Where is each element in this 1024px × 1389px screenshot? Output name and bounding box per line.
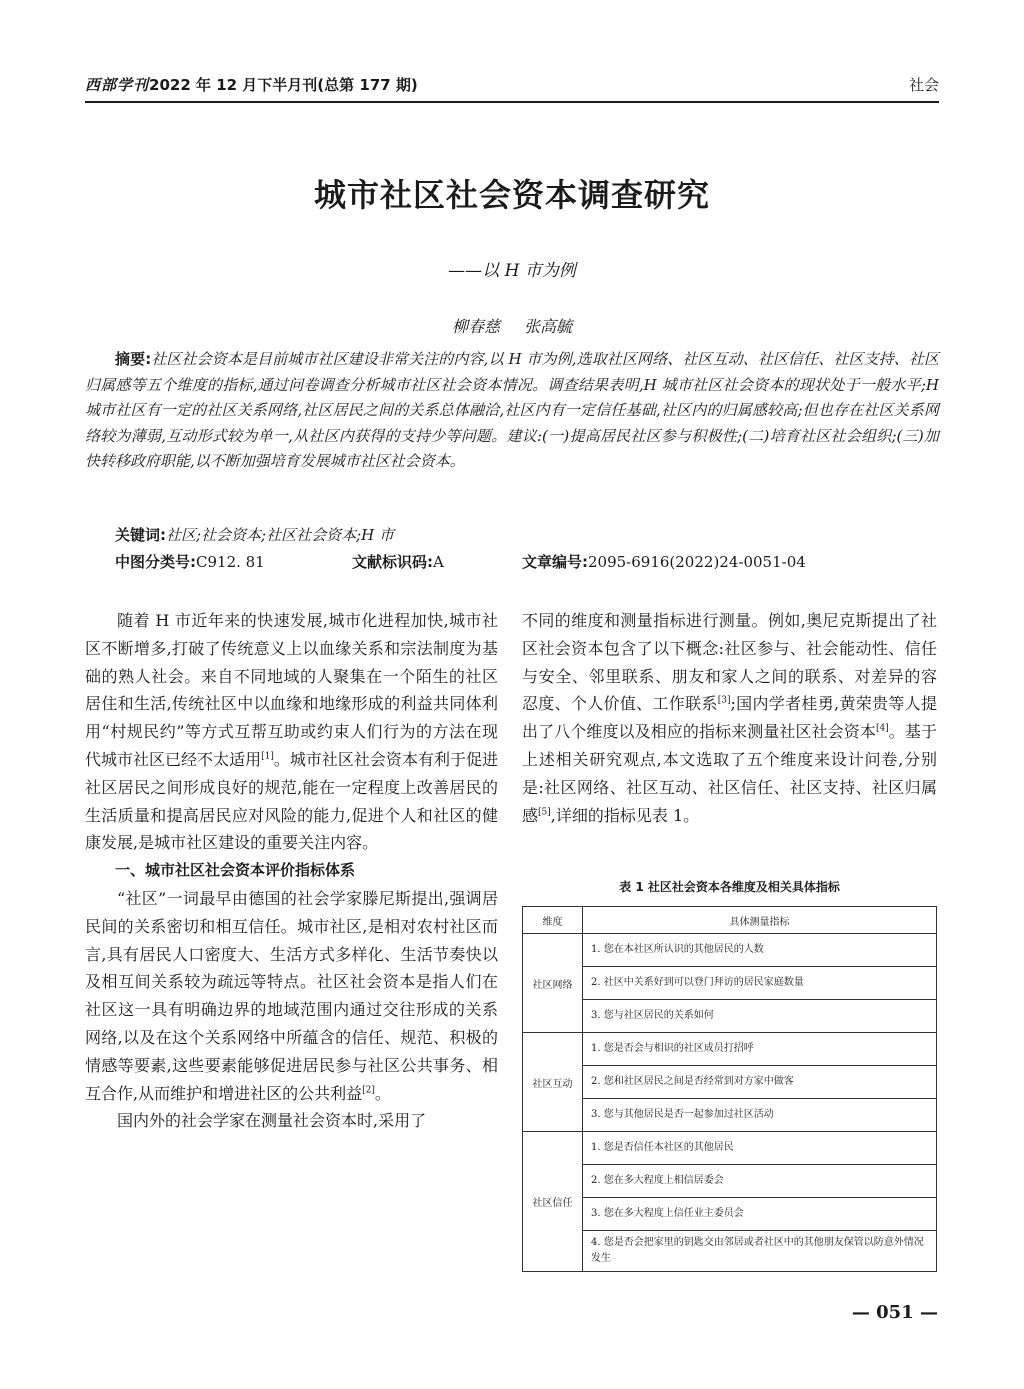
running-header bbox=[85, 70, 939, 104]
classification-line bbox=[115, 551, 939, 577]
section-heading: 一、城市社区社会资本评价指标体系 bbox=[115, 861, 356, 880]
clc-value: C912. 81 bbox=[196, 553, 265, 571]
paragraph: 国内外的社会学家在测量社会资本时,采用了 bbox=[117, 1111, 427, 1131]
table-row bbox=[523, 934, 937, 967]
indicator-table bbox=[522, 906, 937, 1272]
doc-code-label: 文献标识码: bbox=[352, 553, 433, 571]
issue-text: 2022 年 12 月下半月刊(总第 177 期) bbox=[149, 76, 418, 94]
doc-code-value: A bbox=[433, 553, 444, 571]
section-name: 社会 bbox=[908, 76, 939, 94]
table-row bbox=[523, 1033, 937, 1066]
indicator-cell: 3. 您与其他居民是否一起参加过社区活动 bbox=[583, 1099, 937, 1132]
abstract bbox=[85, 347, 939, 475]
right-column bbox=[522, 607, 937, 829]
citation-ref: [3] bbox=[717, 696, 731, 707]
dimension-cell: 社区信任 bbox=[523, 1132, 583, 1272]
indicator-cell: 2. 社区中关系好到可以登门拜访的居民家庭数量 bbox=[583, 967, 937, 1000]
header-rule bbox=[85, 101, 939, 103]
citation-ref: [5] bbox=[538, 807, 551, 818]
journal-issue bbox=[85, 74, 418, 95]
keywords bbox=[115, 523, 939, 548]
indicator-cell: 4. 您是否会把家里的钥匙交由邻居或者社区中的其他朋友保管以防意外情况发生 bbox=[583, 1231, 937, 1272]
indicator-cell: 1. 您是否会与相识的社区成员打招呼 bbox=[583, 1033, 937, 1066]
indicator-cell: 1. 您在本社区所认识的其他居民的人数 bbox=[583, 934, 937, 967]
table-row bbox=[523, 967, 937, 1000]
dimension-cell: 社区互动 bbox=[523, 1033, 583, 1132]
table-row bbox=[523, 1198, 937, 1231]
article-subtitle: ——以 H 市为例 bbox=[448, 261, 576, 281]
table-header: 具体测量指标 bbox=[583, 907, 937, 934]
citation-ref: [2] bbox=[362, 1085, 375, 1096]
table-header: 维度 bbox=[523, 907, 583, 934]
abstract-text: 社区社会资本是目前城市社区建设非常关注的内容,以 H 市为例,选取社区网络、社区互动、社区信任、社区支持、社区归属感等五个维度的指标,通过问卷调查分析城市社区社会资本情况。调查结果表明,H 城市社区社会资本的现状处于一般水平;H 城市社区有一定的社区关系网络,社区居民之间的关系总体融洽,社区内有一定信任基础,社区内的归属感较高;但也存在社区关系网络较为薄弱,互动形式较为单一,从社区内获得的支持少等问题。建议:(一)提高居民社区参与积极性;(二)培育社区社会组织;(三)加快转移政府职能,以不断加强培育发展城市社区社会资本。 bbox=[85, 350, 939, 470]
left-column bbox=[85, 607, 498, 1135]
table-row bbox=[523, 1000, 937, 1033]
citation-ref: [1] bbox=[261, 751, 274, 762]
paragraph: 随着 H 市近年来的快速发展,城市化进程加快,城市社区不断增多,打破了传统意义上以血缘关系和宗法制度为基础的熟人社会。来自不同地域的人聚集在一个陌生的社区居住和生活,传统社区中以血缘和地缘形成的利益共同体利用“村规民约”等方式互帮互助或约束人们行为的方法在现代城市社区已经不太适用[1]。城市社区社会资本有利于促进社区居民之间形成良好的规范,能在一定程度上改善居民的生活质量和提高居民应对风险的能力,促进个人和社区的健康发展,是城市社区建设的重要关注内容。 bbox=[85, 611, 498, 853]
author-1: 柳春慈 bbox=[451, 317, 500, 336]
authors bbox=[0, 314, 1024, 337]
table-caption: 表 1 社区社会资本各维度及相关具体指标 bbox=[619, 880, 840, 894]
indicator-cell: 3. 您与社区居民的关系如何 bbox=[583, 1000, 937, 1033]
table-row bbox=[523, 1066, 937, 1099]
table-row bbox=[523, 1099, 937, 1132]
dimension-cell: 社区网络 bbox=[523, 934, 583, 1033]
indicator-cell: 3. 您在多大程度上信任业主委员会 bbox=[583, 1198, 937, 1231]
table-row bbox=[523, 1132, 937, 1165]
indicator-cell: 2. 您和社区居民之间是否经常到对方家中做客 bbox=[583, 1066, 937, 1099]
table-header-row bbox=[523, 907, 937, 934]
indicator-cell: 2. 您在多大程度上相信居委会 bbox=[583, 1165, 937, 1198]
page-number: — 051 — bbox=[851, 1302, 938, 1323]
author-2: 张高毓 bbox=[524, 317, 573, 336]
keywords-label: 关键词: bbox=[115, 526, 166, 544]
citation-ref: [4] bbox=[875, 723, 889, 734]
clc-label: 中图分类号: bbox=[115, 553, 196, 571]
keywords-text: 社区;社会资本;社区社会资本;H 市 bbox=[166, 526, 395, 544]
paragraph: 不同的维度和测量指标进行测量。例如,奥尼克斯提出了社区社会资本包含了以下概念:社区参与、社会能动性、信任与安全、邻里联系、朋友和家人之间的联系、对差异的容忍度、个人价值、工作联系[3];国内学者桂勇,黄荣贵等人提出了八个维度以及相应的指标来测量社区社会资本[4]。基于上述相关研究观点,本文选取了五个维度来设计问卷,分别是:社区网络、社区互动、社区信任、社区支持、社区归属感[5],详细的指标见表 1。 bbox=[522, 611, 937, 825]
paragraph: “社区”一词最早由德国的社会学家滕尼斯提出,强调居民间的关系密切和相互信任。城市社区,是相对农村社区而言,具有居民人口密度大、生活方式多样化、生活节奏快以及相互间关系较为疏远等特点。社区社会资本是指人们在社区这一具有明确边界的地域范围内通过交往形成的关系网络,以及在这个关系网络中所蕴含的信任、规范、积极的情感等要素,这些要素能够促进居民参与社区公共事务、相互合作,从而维护和增进社区的公共利益[2]。 bbox=[85, 888, 498, 1103]
journal-logo: 西部学刊 bbox=[85, 76, 150, 94]
indicator-cell: 1. 您是否信任本社区的其他居民 bbox=[583, 1132, 937, 1165]
abstract-label: 摘要: bbox=[115, 350, 152, 368]
article-number-label: 文章编号: bbox=[522, 553, 588, 571]
article-number-value: 2095-6916(2022)24-0051-04 bbox=[588, 553, 806, 571]
table-row bbox=[523, 1231, 937, 1272]
article-title: 城市社区社会资本调查研究 bbox=[313, 176, 710, 214]
table-row bbox=[523, 1165, 937, 1198]
